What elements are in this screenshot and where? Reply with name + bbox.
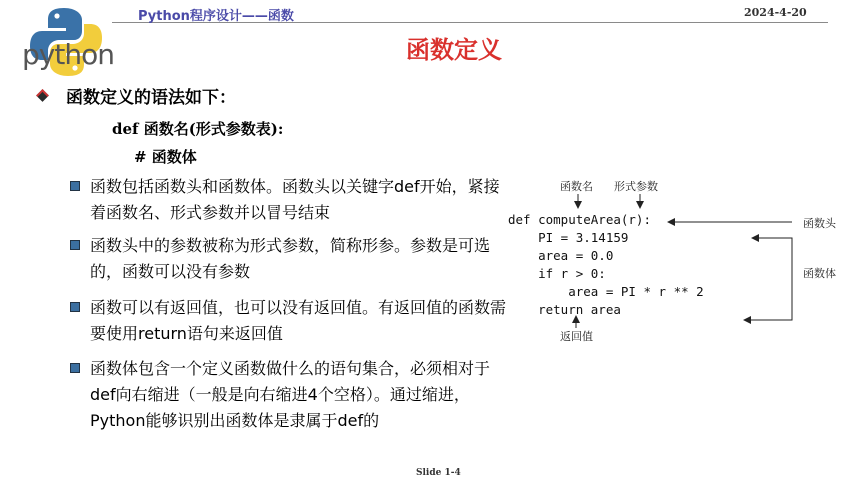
square-bullet-icon bbox=[70, 240, 80, 250]
logo-text: python bbox=[22, 38, 114, 71]
diamond-bullet-icon bbox=[36, 89, 49, 102]
square-bullet-icon bbox=[70, 181, 80, 191]
label-function-head: 函数头 bbox=[803, 217, 836, 230]
python-logo bbox=[20, 6, 114, 78]
code-line: area = 0.0 bbox=[508, 248, 614, 263]
slide-title: 函数定义 bbox=[406, 36, 502, 64]
syntax-def-line: def 函数名(形式参数表): bbox=[112, 120, 284, 138]
code-line: return area bbox=[508, 302, 621, 317]
slide-number: Slide 1-4 bbox=[416, 468, 461, 478]
diagram-arrows bbox=[500, 172, 850, 347]
code-line: if r > 0: bbox=[508, 266, 606, 281]
body-bracket-arrows bbox=[744, 238, 792, 320]
square-bullet-icon bbox=[70, 363, 80, 373]
point-text: 函数头中的参数被称为形式参数，简称形参。参数是可选的，函数可以没有参数 bbox=[90, 236, 491, 281]
label-function-body: 函数体 bbox=[803, 267, 836, 280]
main-bullet-text: 函数定义的语法如下： bbox=[66, 88, 236, 108]
code-line: def computeArea(r): bbox=[508, 212, 651, 227]
date-label: 2024-4-20 bbox=[744, 6, 807, 19]
syntax-body-comment: # 函数体 bbox=[134, 148, 197, 166]
function-diagram bbox=[500, 172, 850, 347]
point-text: 函数体包含一个定义函数做什么的语句集合，必须相对于def向右缩进（一般是向右缩进4个空格）。通过缩进，Python能够识别出函数体是隶属于def的 bbox=[90, 359, 491, 430]
code-line: PI = 3.14159 bbox=[508, 230, 629, 245]
label-formal-params: 形式参数 bbox=[614, 180, 658, 193]
square-bullet-icon bbox=[70, 302, 80, 312]
point-text: 函数包括函数头和函数体。函数头以关键字def开始，紧接着函数名、形式参数并以冒号结束 bbox=[90, 177, 500, 222]
point-text: 函数可以有返回值，也可以没有返回值。有返回值的函数需要使用return语句来返回值 bbox=[90, 298, 507, 343]
label-function-name: 函数名 bbox=[560, 180, 593, 193]
label-return-value: 返回值 bbox=[560, 330, 593, 343]
code-line: area = PI * r ** 2 bbox=[508, 284, 704, 299]
course-title: Python程序设计——函数 bbox=[138, 9, 294, 24]
